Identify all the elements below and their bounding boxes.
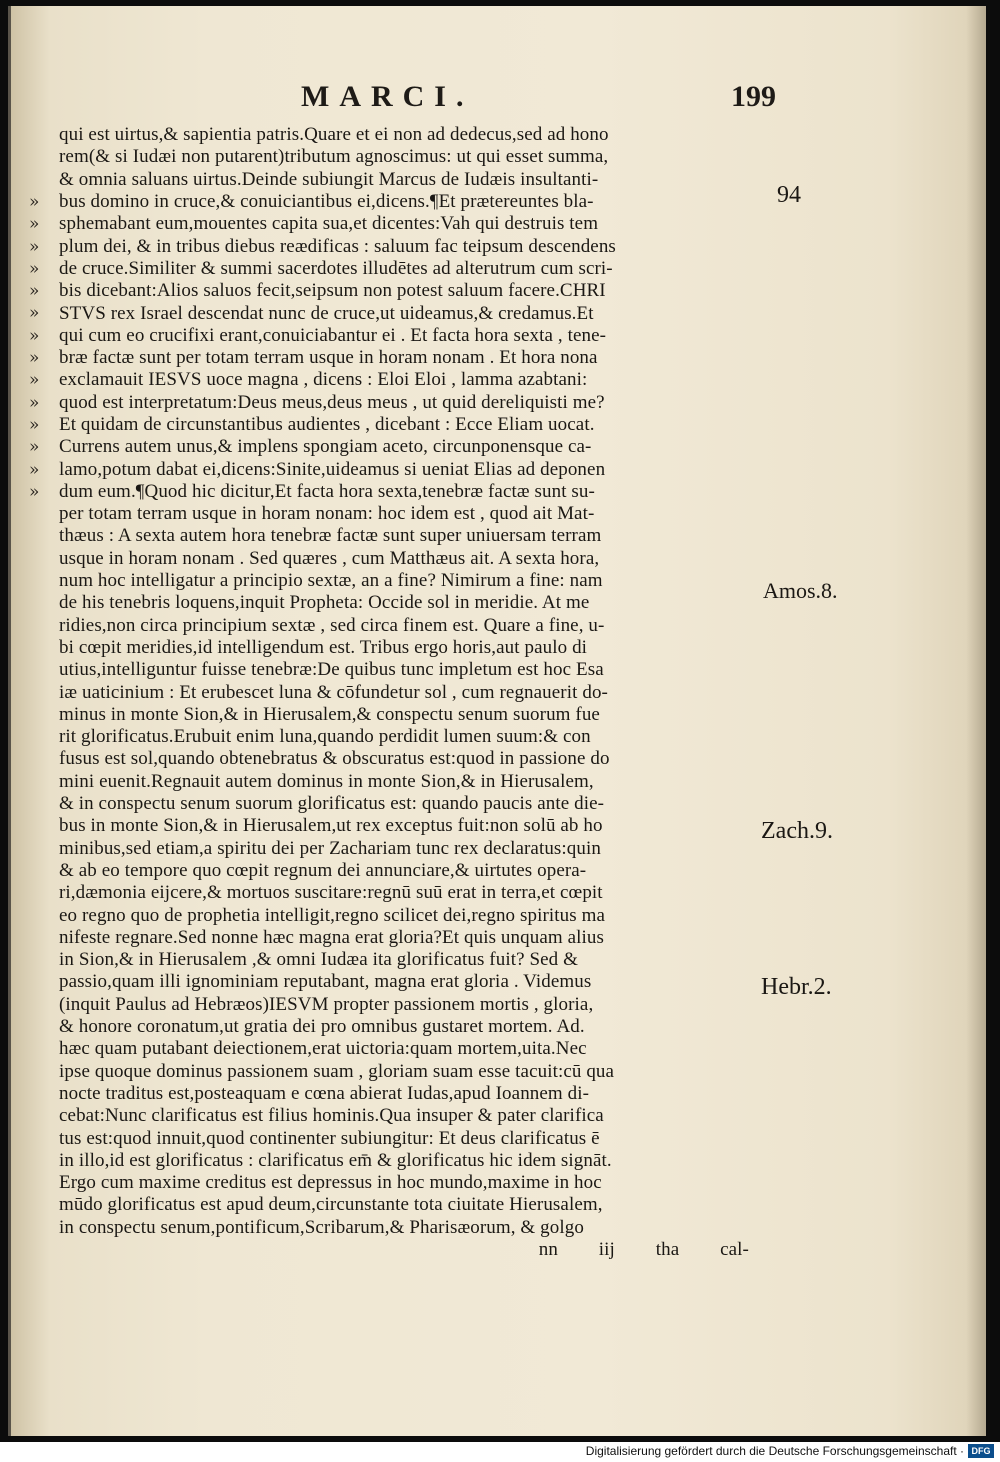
text-line (59, 592, 779, 614)
text-line-content: in conspectu senum,pontificum,Scribarum,& Pharisæorum, & golgo (59, 1216, 584, 1238)
text-line (59, 302, 779, 324)
text-line (59, 258, 779, 280)
text-line (59, 191, 779, 213)
text-line (59, 392, 779, 414)
text-line (59, 481, 779, 503)
text-line (59, 369, 779, 391)
text-line (59, 570, 779, 592)
running-head: MARCI. (301, 80, 474, 113)
quote-marker: » (29, 392, 40, 413)
text-line-content: nn iij tha cal- (538, 1238, 749, 1260)
quote-marker: » (29, 281, 40, 302)
text-line (59, 994, 779, 1016)
text-line-content: & in conspectu senum suorum glorificatus est: quando paucis ante die- (59, 793, 605, 815)
text-line (59, 838, 779, 860)
main-text-block (59, 124, 779, 1261)
text-line (59, 1239, 779, 1261)
text-line-content: qui cum eo crucifixi erant,conuiciabantur ei . Et facta hora sexta , tene- (59, 324, 607, 346)
footer-bar (0, 1442, 1000, 1462)
text-line (59, 637, 779, 659)
text-line-content: rem(& si Iudæi non putarent)tributum agnoscimus: ut qui esset summa, (59, 146, 609, 168)
text-line-content: num hoc intelligatur a principio sextæ, an a fine? Nimirum a fine: nam (59, 570, 603, 592)
text-line-content: usque in horam nonam . Sed quæres , cum Matthæus ait. A sexta hora, (59, 547, 600, 569)
text-line-content: nocte traditus est,posteaquam e cœna abierat Iudas,apud Ioannem di- (59, 1082, 590, 1104)
text-line (59, 458, 779, 480)
text-line-content: lamo,potum dabat ei,dicens:Sinite,uideamus si ueniat Elias ad deponen (59, 458, 606, 480)
text-line (59, 235, 779, 257)
text-line-content: Currens autem unus,& implens spongiam aceto, circunponensque ca- (59, 436, 592, 458)
quote-marker: » (29, 348, 40, 368)
quote-marker: » (29, 325, 40, 346)
text-line (59, 771, 779, 793)
text-line-content: bræ factæ sunt per totam terram usque in horam nonam . Et hora nona (59, 347, 598, 369)
text-line-content: STVS rex Israel descendat nunc de cruce,ut uideamus,& credamus.Et (59, 302, 594, 324)
text-line-content: sphemabant eum,mouentes capita sua,et dicentes:Vah qui destruis tem (59, 213, 599, 235)
text-line (59, 1172, 779, 1194)
text-line-content: & ab eo tempore quo cœpit regnum dei annunciare,& uirtutes opera- (59, 859, 587, 881)
text-line-content: & honore coronatum,ut gratia dei pro omnibus gustaret mortem. Ad. (59, 1016, 585, 1038)
text-line (59, 1127, 779, 1149)
text-line-content: nifeste regnare.Sed nonne hæc magna erat gloria?Et quis unquam alius (59, 926, 604, 948)
text-line-content: mini euenit.Regnauit autem dominus in monte Sion,& in Hierusalem, (59, 770, 594, 792)
quote-marker: » (29, 303, 40, 324)
text-line (59, 726, 779, 748)
text-line-content: quod est interpretatum:Deus meus,deus meus , ut quid dereliquisti me? (59, 391, 605, 413)
quote-marker: » (29, 214, 40, 235)
text-line (59, 525, 779, 547)
dfg-logo: DFG (968, 1444, 994, 1458)
text-line (59, 949, 779, 971)
text-line (59, 971, 779, 993)
text-line (59, 748, 779, 770)
text-line-content: eo regno quo de prophetia intelligit,regno scilicet dei,regno spiritus ma (59, 904, 606, 926)
text-line (59, 815, 779, 837)
text-line (59, 681, 779, 703)
text-line (59, 1083, 779, 1105)
quote-marker: » (29, 437, 40, 458)
text-line (59, 213, 779, 235)
quote-marker: » (29, 459, 40, 480)
quote-marker: » (29, 370, 40, 391)
text-line-content: in illo,id est glorificatus : clarificatus em̄ & glorificatus hic idem signāt. (59, 1149, 612, 1171)
marginal-note-amos: Amos.8. (763, 578, 838, 603)
text-line (59, 615, 779, 637)
text-line-content: Et quidam de circunstantibus audientes , dicebant : Ecce Eliam uocat. (59, 414, 595, 435)
text-line (59, 146, 779, 168)
text-line (59, 503, 779, 525)
text-line-content: utius,intelliguntur fuisse tenebræ:De quibus tunc impletum est hoc Esa (59, 659, 604, 681)
text-line (59, 882, 779, 904)
text-line-content: thæus : A sexta autem hora tenebræ factæ sunt super uniuersam terram (59, 525, 602, 547)
text-line-content: & omnia saluans uirtus.Deinde subiungit Marcus de Iudæis insultanti- (59, 168, 599, 190)
text-line-content: Ergo cum maxime creditus est depressus in hoc mundo,maxime in hoc (59, 1172, 602, 1194)
text-line-content: de his tenebris loquens,inquit Propheta: Occide sol in meridie. At me (59, 592, 590, 614)
text-line-content: passio,quam illi ignominiam reputabant, magna erat gloria . Videmus (59, 971, 592, 993)
text-line-content: bi cœpit meridies,id intelligendum est. Tribus ergo horis,aut paulo di (59, 636, 588, 658)
text-line-content: minus in monte Sion,& in Hierusalem,& conspectu senum suorum fue (59, 703, 600, 725)
text-line-content: fusus est sol,quando obtenebratus & obscuratus est:quod in passione do (59, 748, 610, 770)
text-line (59, 347, 779, 369)
text-line (59, 169, 779, 191)
text-line (59, 1150, 779, 1172)
text-line (59, 793, 779, 815)
text-line-content: ipse quoque dominus passionem suam , gloriam suam esse tacuit:cū qua (59, 1060, 615, 1082)
page-number: 199 (731, 80, 776, 113)
marginal-note-hebr: Hebr.2. (761, 974, 832, 1000)
text-line-content: iæ uaticinium : Et erubescet luna & cōfundetur sol , cum regnauerit do- (59, 681, 608, 703)
text-line (59, 280, 779, 302)
text-line-content: rit glorificatus.Erubuit enim luna,quando perdidit lumen suum:& con (59, 726, 591, 748)
text-line (59, 659, 779, 681)
text-line-content: dum eum.¶Quod hic dicitur,Et facta hora sexta,tenebræ factæ sunt su- (59, 480, 595, 502)
quote-marker: » (29, 236, 40, 257)
book-page (8, 6, 986, 1436)
text-line-content: tus est:quod innuit,quod continenter subiungitur: Et deus clarificatus ē (59, 1127, 600, 1149)
text-line (59, 1016, 779, 1038)
text-line-content: bis dicebant:Alios saluos fecit,seipsum non potest saluum facere.CHRI (59, 280, 606, 302)
text-line-content: cebat:Nunc clarificatus est filius hominis.Qua insuper & pater clarifica (59, 1105, 604, 1127)
text-line-content: ri,dæmonia eijcere,& mortuos suscitare:regnū suū erat in terra,et cœpit (59, 882, 603, 904)
text-line-content: per totam terram usque in horam nonam: hoc idem est , quod ait Mat- (59, 503, 595, 525)
text-line-content: bus in monte Sion,& in Hierusalem,ut rex exceptus fuit:non solū ab ho (59, 815, 603, 837)
text-line (59, 414, 779, 436)
text-line (59, 325, 779, 347)
quote-marker: » (29, 191, 40, 212)
text-line (59, 1060, 779, 1082)
text-line (59, 548, 779, 570)
text-line-content: ridies,non circa principium sextæ , sed circa finem est. Quare a fine, u- (59, 614, 605, 636)
footer-credit: Digitalisierung gefördert durch die Deutsche Forschungsgemeinschaft · (585, 1444, 964, 1458)
text-line-content: bus domino in cruce,& conuiciantibus ei,dicens.¶Et prætereuntes bla- (59, 191, 594, 213)
text-line-content: exclamauit IESVS uoce magna , dicens : Eloi Eloi , lamma azabtani: (59, 369, 588, 391)
text-line (59, 124, 779, 146)
text-line (59, 927, 779, 949)
marginal-note-94: 94 (777, 182, 801, 208)
quote-marker: » (29, 481, 40, 502)
quote-marker: » (29, 414, 40, 435)
text-line-content: de cruce.Similiter & summi sacerdotes illudētes ad alterutrum cum scri- (59, 257, 613, 279)
text-line (59, 1038, 779, 1060)
text-line (59, 860, 779, 882)
text-line (59, 436, 779, 458)
text-line-content: plum dei, & in tribus diebus reædificas : saluum fac teipsum descendens (59, 235, 616, 257)
text-line (59, 904, 779, 926)
text-line-content: (inquit Paulus ad Hebræos)IESVM propter passionem mortis , gloria, (59, 993, 594, 1015)
text-line (59, 1217, 779, 1239)
text-line (59, 1105, 779, 1127)
text-line (59, 704, 779, 726)
text-line-content: qui est uirtus,& sapientia patris.Quare et ei non ad dedecus,sed ad hono (59, 124, 609, 146)
text-line-content: hæc quam putabant deiectionem,erat uictoria:quam mortem,uita.Nec (59, 1038, 587, 1060)
text-line-content: mūdo glorificatus est apud deum,circunstante tota ciuitate Hierusalem, (59, 1194, 603, 1216)
text-line (59, 1194, 779, 1216)
text-line-content: minibus,sed etiam,a spiritu dei per Zachariam tunc rex declaratus:quin (59, 837, 601, 859)
quote-marker: » (29, 258, 40, 279)
text-line-content: in Sion,& in Hierusalem ,& omni Iudæa ita glorificatus fuit? Sed & (59, 949, 578, 971)
marginal-note-zach: Zach.9. (761, 818, 833, 844)
